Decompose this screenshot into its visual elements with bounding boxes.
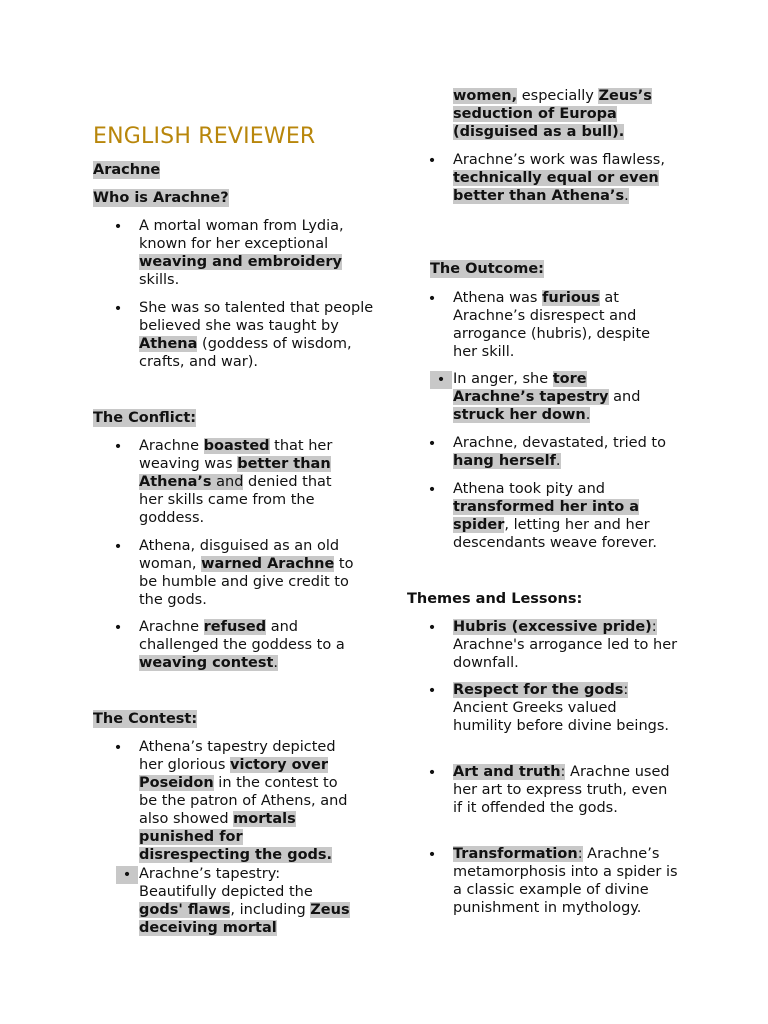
list-item: Arachne’s tapestry: Beautifully depicted the gods' flaws, including Zeus deceiving mortal [139, 866, 350, 936]
list-item: A mortal woman from Lydia, known for her exceptional weaving and embroidery skills. [139, 218, 344, 288]
bullet: • [113, 539, 123, 555]
bullet: • [113, 219, 123, 235]
list-item: Arachne’s work was flawless, technically equal or even better than Athena’s. [453, 152, 665, 204]
list-item-continued: women, especially Zeus’s seduction of Europa (disguised as a bull). [453, 88, 652, 140]
heading-the-conflict: The Conflict: [93, 410, 197, 426]
bullet: • [430, 371, 452, 389]
bullet: • [113, 740, 123, 756]
list-item: She was so talented that people believed she was taught by Athena (goddess of wisdom, crafts, and war). [139, 300, 374, 370]
document-title: ENGLISH REVIEWER [93, 124, 316, 149]
list-item: Athena’s tapestry depicted her glorious victory over Poseidon in the contest to be the patron of Athens, and also showed mortals punished for disrespecting the gods. [139, 739, 348, 863]
bullet: • [113, 620, 123, 636]
list-item: In anger, she tore Arachne’s tapestry and struck her down. [453, 371, 641, 423]
heading-the-contest: The Contest: [93, 711, 198, 727]
bullet: • [427, 291, 437, 307]
list-item: Respect for the gods: Ancient Greeks valued humility before divine beings. [453, 682, 670, 734]
bullet: • [113, 301, 123, 317]
list-item: Athena was furious at Arachne’s disrespect and arrogance (hubris), despite her skill. [453, 290, 651, 360]
list-item: Transformation: Arachne’s metamorphosis into a spider is a classic example of divine punishment in mythology. [453, 846, 678, 916]
bullet: • [427, 482, 437, 498]
bullet: • [113, 439, 123, 455]
list-item: Art and truth: Arachne used her art to express truth, even if it offended the gods. [453, 764, 670, 816]
list-item: Arachne, devastated, tried to hang herself. [453, 435, 666, 469]
list-item: Arachne boasted that her weaving was better than Athena’s and denied that her skills came from the goddess. [139, 438, 333, 526]
section-arachne: Arachne [93, 162, 161, 178]
bullet: • [427, 620, 437, 636]
heading-who-is-arachne: Who is Arachne? [93, 190, 229, 206]
bullet: • [427, 436, 437, 452]
list-item: Athena, disguised as an old woman, warned Arachne to be humble and give credit to the gods. [139, 538, 354, 608]
heading-themes-and-lessons: Themes and Lessons: [407, 591, 583, 607]
bullet: • [427, 765, 437, 781]
bullet: • [427, 153, 437, 169]
list-item: Hubris (excessive pride): Arachne's arrogance led to her downfall. [453, 619, 678, 671]
bullet: • [116, 866, 138, 884]
heading-the-outcome: The Outcome: [430, 261, 544, 277]
bullet: • [427, 683, 437, 699]
bullet: • [427, 847, 437, 863]
list-item: Athena took pity and transformed her into a spider, letting her and her descendants weave forever. [453, 481, 657, 551]
list-item: Arachne refused and challenged the goddess to a weaving contest. [139, 619, 345, 671]
